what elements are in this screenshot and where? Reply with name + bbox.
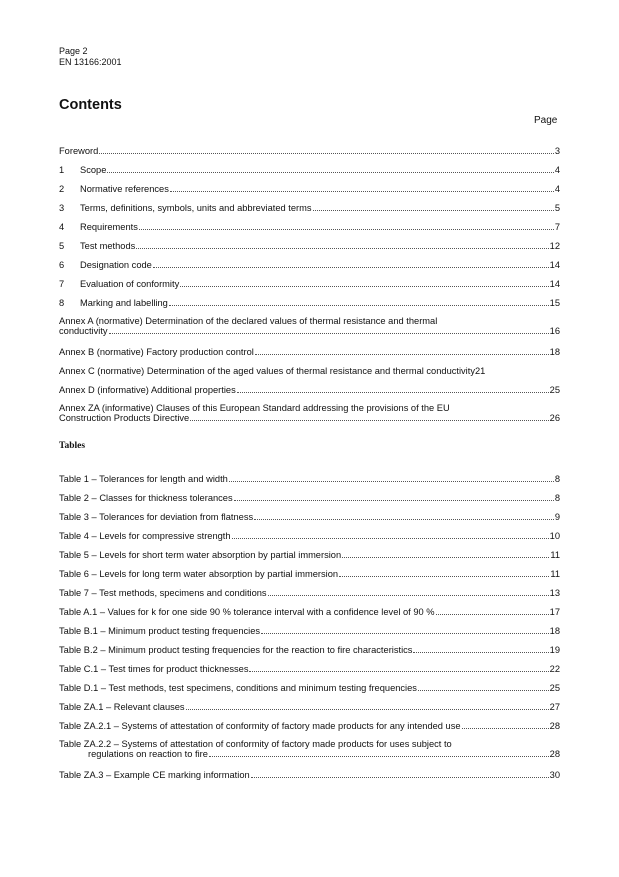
toc-table-entry[interactable]: Table 5 – Levels for short term water absorption by partial immersion 11 [59, 550, 560, 560]
toc-table-entry[interactable]: Table 3 – Tolerances for deviation from flatness 9 [59, 512, 560, 522]
toc-entry-annex-b[interactable]: Annex B (normative) Factory production control 18 [59, 347, 560, 357]
toc-table-entry[interactable]: Table 4 – Levels for compressive strength 10 [59, 531, 560, 541]
page-column-label: Page [534, 115, 558, 126]
toc-table-entry[interactable]: Table C.1 – Test times for product thicknesses 22 [59, 664, 560, 674]
toc-entry-evaluation-of-conformity[interactable]: 7 Evaluation of conformity 14 [59, 279, 560, 289]
toc-table-entry[interactable]: Table 7 – Test methods, specimens and conditions 13 [59, 588, 560, 598]
toc-table-entry[interactable]: Table ZA.3 – Example CE marking information 30 [59, 770, 560, 780]
toc-entry-foreword[interactable]: Foreword 3 [59, 146, 560, 156]
toc-entry-requirements[interactable]: 4 Requirements 7 [59, 222, 560, 232]
toc-table-entry[interactable]: Table ZA.1 – Relevant clauses 27 [59, 702, 560, 712]
toc-table-entry[interactable]: Table D.1 – Test methods, test specimens, conditions and minimum testing frequencies 25 [59, 683, 560, 693]
toc-table-entry[interactable]: Table 1 – Tolerances for length and width 8 [59, 474, 560, 484]
toc-entry-normative-references[interactable]: 2 Normative references 4 [59, 184, 560, 194]
page-title: Contents [59, 97, 122, 113]
toc-table-entry[interactable]: Table A.1 – Values for k for one side 90 % tolerance interval with a confidence level of 90 % 17 [59, 607, 560, 617]
page-number: Page 2 [59, 46, 88, 56]
page-header [59, 46, 122, 68]
toc-table-entry[interactable]: Table B.1 – Minimum product testing frequencies 18 [59, 626, 560, 636]
toc-table-entry[interactable]: Table 6 – Levels for long term water absorption by partial immersion 11 [59, 569, 560, 579]
toc-table-entry[interactable]: Table B.2 – Minimum product testing frequencies for the reaction to fire characteristics 19 [59, 645, 560, 655]
toc-entry-annex-c[interactable]: Annex C (normative) Determination of the aged values of thermal resistance and thermal conductivity 21 [59, 366, 486, 376]
toc-entry-annex-a[interactable]: Annex A (normative) Determination of the declared values of thermal resistance and thermal conductivity 16 [59, 316, 560, 336]
toc-table-entry[interactable]: Table ZA.2.1 – Systems of attestation of conformity of factory made products for any intended use 28 [59, 721, 560, 731]
toc-entry-test-methods[interactable]: 5 Test methods 12 [59, 241, 560, 251]
toc-entry-annex-d[interactable]: Annex D (informative) Additional properties 25 [59, 385, 560, 395]
tables-heading: Tables [59, 441, 86, 451]
toc-entry-marking-and-labelling[interactable]: 8 Marking and labelling 15 [59, 298, 560, 308]
toc-entry-designation-code[interactable]: 6 Designation code 14 [59, 260, 560, 270]
toc-table-entry[interactable]: Table 2 – Classes for thickness tolerances 8 [59, 493, 560, 503]
toc-entry-scope[interactable]: 1 Scope 4 [59, 165, 560, 175]
toc-entry-annex-za[interactable]: Annex ZA (informative) Clauses of this European Standard addressing the provisions of the EU Construction Products Directive 26 [59, 403, 560, 423]
standard-id: EN 13166:2001 [59, 57, 122, 67]
toc-entry-terms[interactable]: 3 Terms, definitions, symbols, units and abbreviated terms 5 [59, 203, 560, 213]
toc-table-entry[interactable]: Table ZA.2.2 – Systems of attestation of conformity of factory made products for uses subject to regulations on reaction to fire 28 [59, 739, 560, 759]
